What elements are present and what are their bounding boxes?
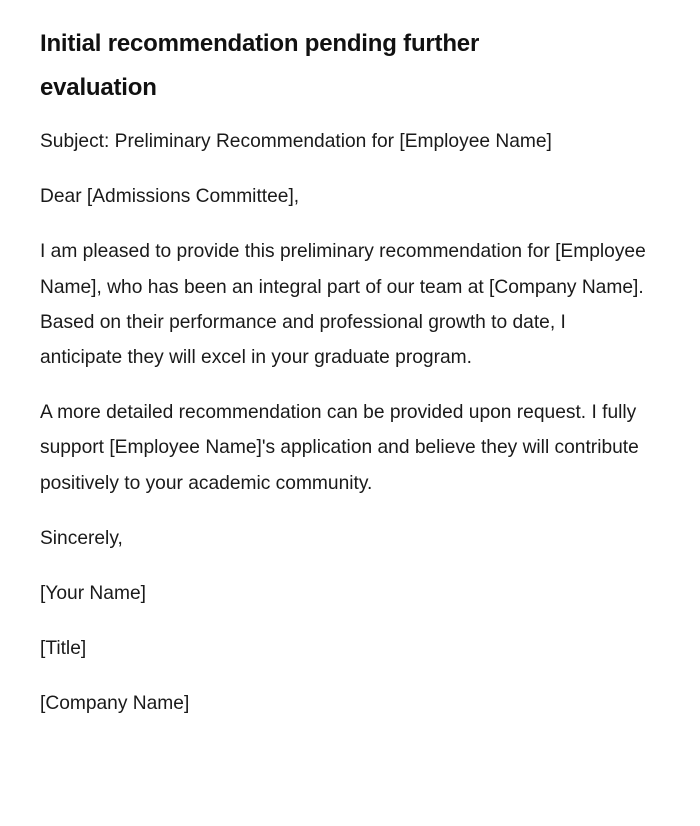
- signature-title: [Title]: [40, 638, 87, 660]
- subject-line: Subject: Preliminary Recommendation for [Employee Name]: [40, 131, 552, 152]
- signature-name: [Your Name]: [40, 583, 146, 605]
- body-paragraph-2: A more detailed recommendation can be provided upon request. I fully support [Employee Name]'s application and believe they will contribute positively to your academic community.: [40, 402, 639, 494]
- signature-company: [Company Name]: [40, 693, 190, 715]
- salutation: Dear [Admissions Committee],: [40, 186, 300, 208]
- closing: Sincerely,: [40, 527, 123, 549]
- body-paragraph-1: I am pleased to provide this preliminary recommendation for [Employee Name], who has been an integral part of our team at [Company Name]. Based on their performance and professional growth to date, I anticipate they will excel in your graduate program.: [40, 241, 646, 369]
- document-title: Initial recommendation pending further evaluation: [40, 30, 480, 101]
